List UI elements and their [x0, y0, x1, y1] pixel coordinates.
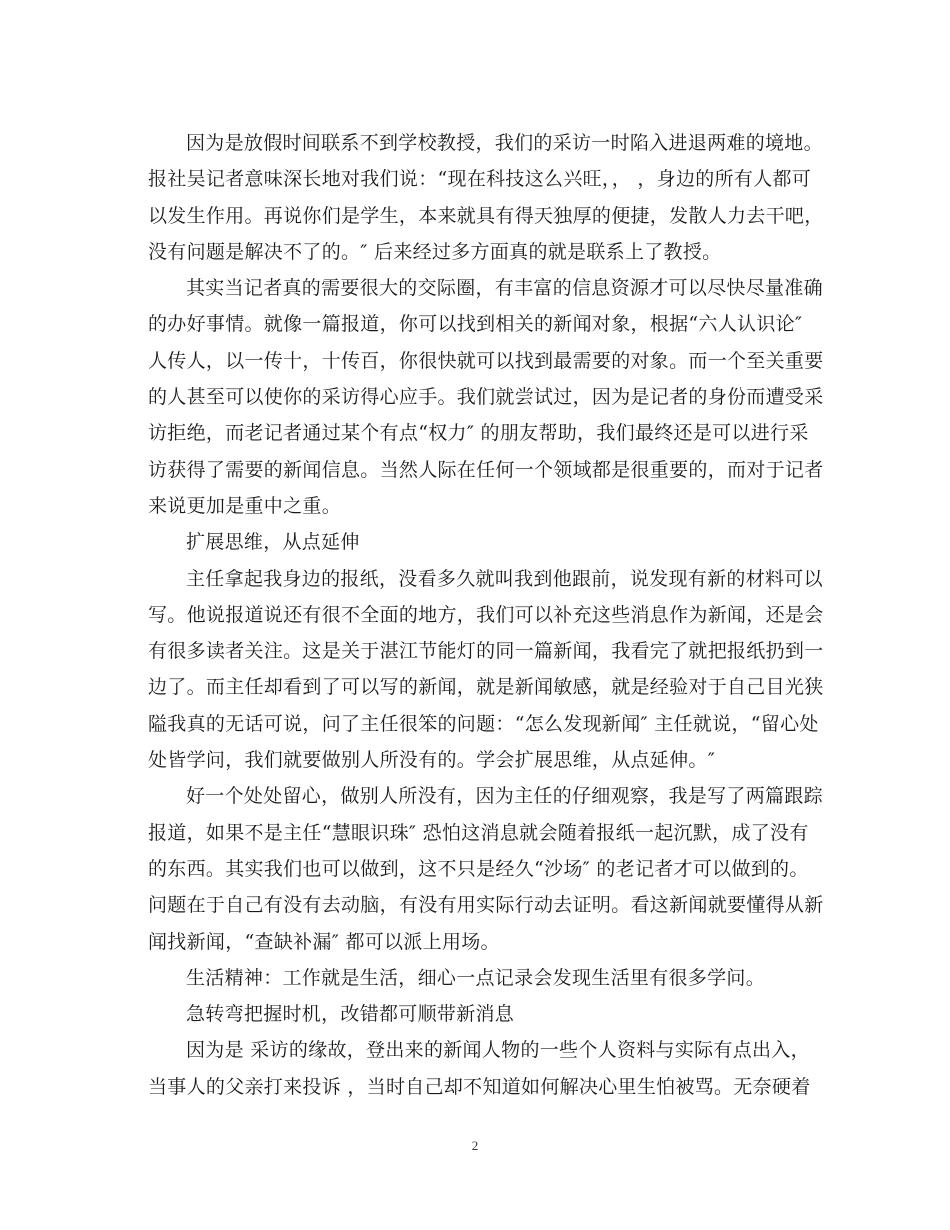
text-line: 来说更加是重中之重。: [148, 494, 342, 517]
text-line: 边了。而主任却看到了可以写的新闻，就是新闻敏感，就是经验对于自己目光狭: [148, 676, 824, 699]
text-line: 有很多读者关注。这是关于湛江节能灯的同一篇新闻，我看完了就把报纸扔到一: [148, 640, 824, 663]
text-line: 主任拿起我身边的报纸，没看多久就叫我到他跟前，说发现有新的材料可以: [186, 567, 823, 590]
page-number: 2: [471, 1138, 479, 1153]
text-line: 因为是 采访的缘故，登出来的新闻人物的一些个人资料与实际有点出入，: [186, 1039, 810, 1062]
text-line: 的办好事情。就像一篇报道，你可以找到相关的新闻对象，根据“六人认识论″: [148, 313, 803, 336]
text-line: 报社吴记者意味深长地对我们说：“现在科技这么兴旺，， ，身边的所有人都可: [148, 168, 812, 191]
text-line: 扩展思维，从点延伸: [186, 531, 360, 554]
text-line: 以发生作用。再说你们是学生，本来就具有得天独厚的便捷，发散人力去干吧，: [148, 204, 824, 227]
text-line: 写。他说报道说还有很不全面的地方，我们可以补充这些消息作为新闻，还是会: [148, 603, 824, 626]
text-line: 急转弯把握时机，改错都可顺带新消息: [186, 1003, 515, 1026]
text-line: 当事人的父亲打来投诉 ，当时自己却不知道如何解决心里生怕被骂。无奈硬着: [148, 1075, 811, 1098]
text-line: 因为是放假时间联系不到学校教授，我们的采访一时陷入进退两难的境地。: [186, 132, 823, 154]
text-line: 好一个处处留心，做别人所没有，因为主任的仔细观察，我是写了两篇跟踪: [186, 785, 823, 808]
body-text: [148, 125, 824, 1105]
text-line: 的人甚至可以使你的采访得心应手。我们就尝试过，因为是记者的身份而遭受采: [148, 386, 824, 409]
text-line: 生活精神：工作就是生活，细心一点记录会发现生活里有很多学问。: [186, 966, 766, 989]
text-line: 隘我真的无话可说，问了主任很笨的问题：“怎么发现新闻″ 主任就说，“留心处: [148, 712, 819, 735]
text-line: 访获得了需要的新闻信息。当然人际在任何一个领域都是很重要的，而对于记者: [148, 458, 824, 481]
text-line: 报道，如果不是主任“慧眼识珠″ 恐怕这消息就会随着报纸一起沉默，成了没有: [148, 821, 809, 844]
text-line: 访拒绝，而老记者通过某个有点“权力″ 的朋友帮助，我们最终还是可以进行采: [148, 422, 809, 445]
text-line: 其实当记者真的需要很大的交际圈，有丰富的信息资源才可以尽快尽量准确: [186, 277, 823, 300]
text-line: 问题在于自己有没有去动脑，有没有用实际行动去证明。看这新闻就要懂得从新: [148, 894, 824, 917]
text-line: 的东西。其实我们也可以做到，这不只是经久“沙场″ 的老记者才可以做到的。: [148, 857, 809, 880]
text-line: 处皆学问，我们就要做别人所没有的。学会扩展思维，从点延伸。″: [148, 749, 716, 772]
text-line: 没有问题是解决不了的。″ 后来经过多方面真的就是联系上了教授。: [148, 240, 722, 263]
text-line: 人传人，以一传十，十传百，你很快就可以找到最需要的对象。而一个至关重要: [148, 349, 824, 372]
text-line: 闻找新闻，“查缺补漏″ 都可以派上用场。: [148, 930, 500, 953]
